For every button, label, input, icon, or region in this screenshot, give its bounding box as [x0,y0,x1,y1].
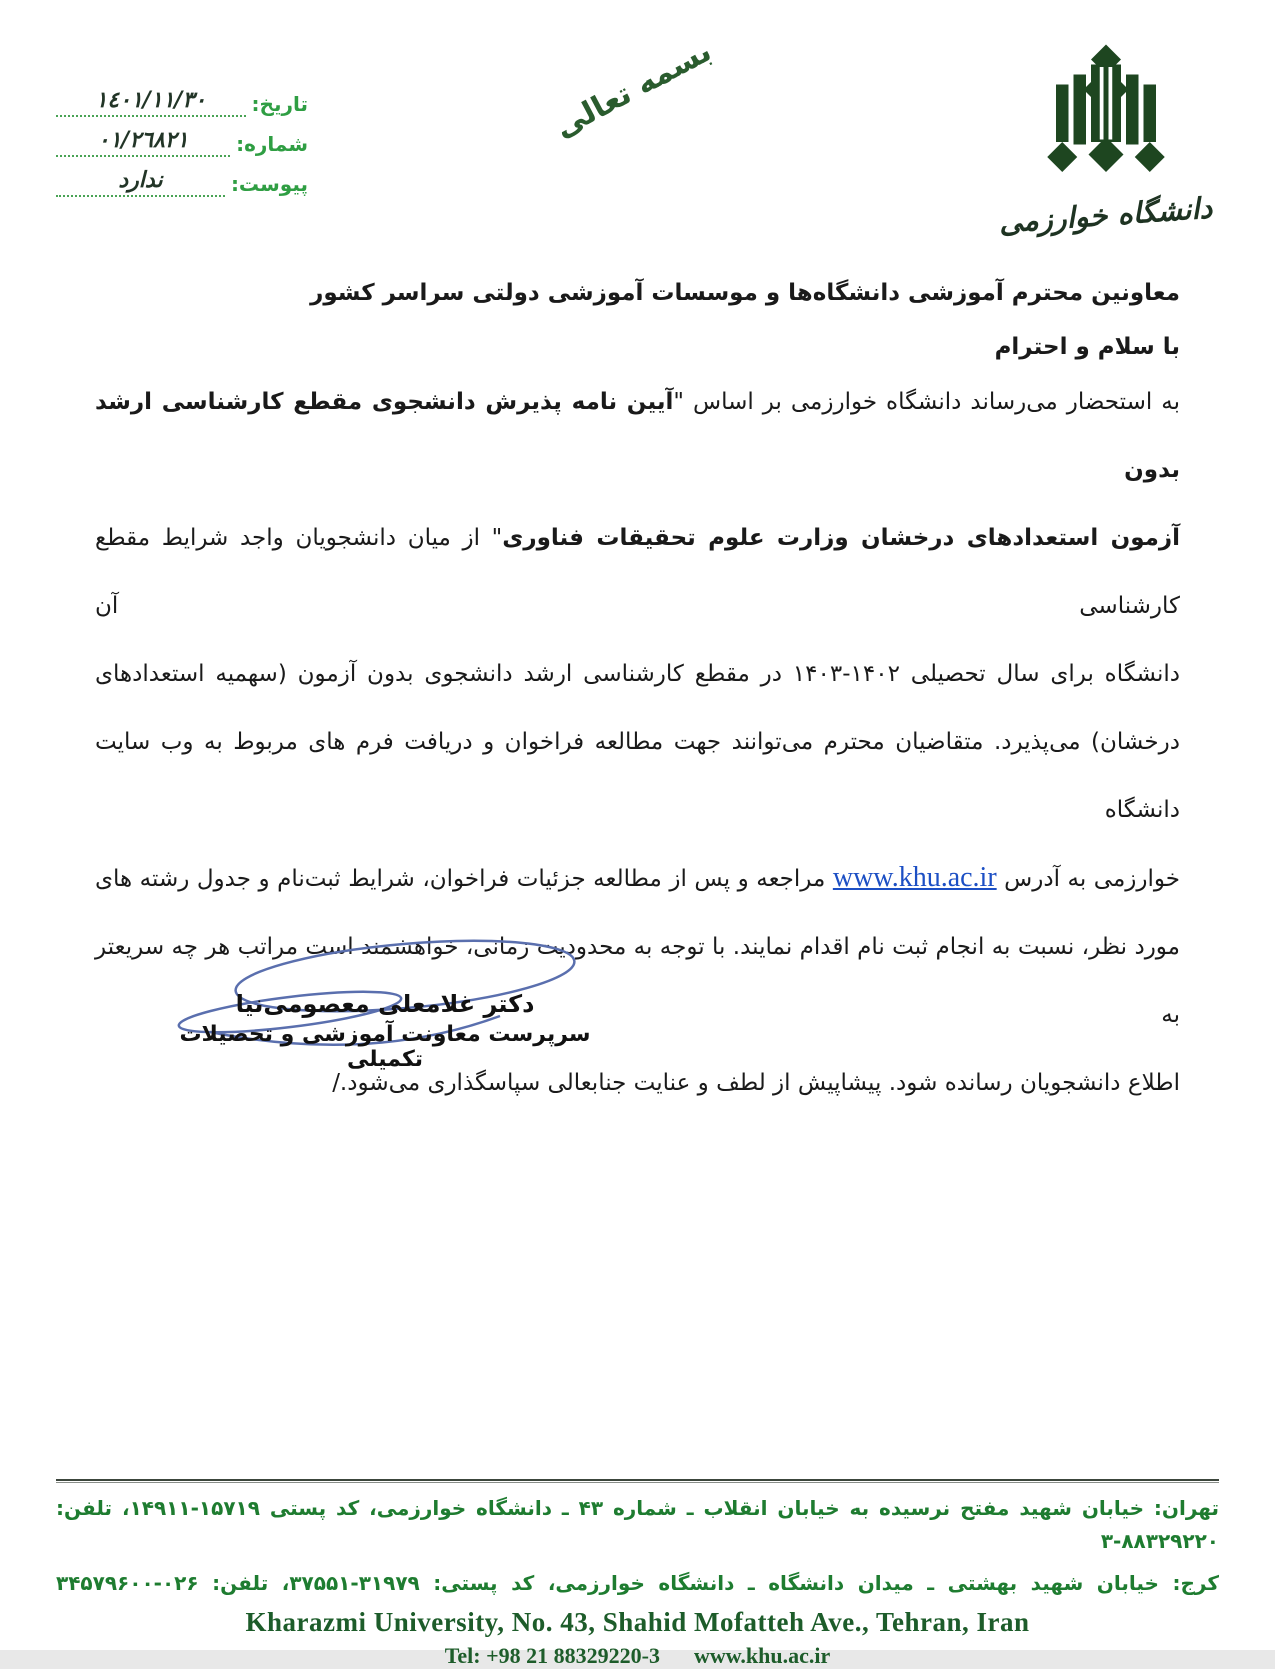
letterhead-meta [56,88,308,208]
date-row [56,88,308,117]
signature-name: دکتر غلامعلی معصومی‌نیا [235,990,535,1018]
salutation-line: با سلام و احترام [994,334,1180,360]
footer-tel-en: Tel: +98 21 88329220-3 [444,1643,660,1668]
logo-wordmark: دانشگاه خوارزمی [997,190,1214,240]
footer-web-en: www.khu.ac.ir [693,1643,831,1668]
footer-english-address: Kharazmi University, No. 43, Shahid Mofatteh Ave., Tehran, Iran [245,1607,1030,1637]
body-text: درخشان) می‌پذیرد. متقاضیان محترم می‌توانند جهت مطالعه فراخوان و دریافت فرم های مربوط به وب سایت دانشگاه [95,729,1180,823]
number-label: شماره: [236,132,308,156]
footer-english-contact [56,1643,1219,1669]
body-text-bold: آیین نامه پذیرش دانشجوی مقطع کارشناسی ارشد بدون [95,389,1180,483]
attachment-label: پیوست: [230,172,308,196]
body-text: مورد نظر، نسبت به انجام ثبت نام اقدام نمایند. با توجه به محدودیت زمانی، خواهشمند است مراتب هر چه سریعتر به [95,934,1180,1028]
attachment-value: ندارد [56,168,225,197]
khu-website-link[interactable]: www.khu.ac.ir [832,862,997,893]
footer-tehran-address: تهران: خیابان شهید مفتح نرسیده به خیابان انقلاب ـ شماره ۴۳ ـ دانشگاه خوارزمی، کد پستی ۱۵۷۱۹-۱۴۹۱۱، تلفن: ۸۸۳۲۹۲۲۰-۳ [56,1496,1219,1553]
university-logo-block [997,42,1214,240]
bismillah-calligraphy: بسمه تعالی [549,33,717,145]
footer-karaj-address: کرج: خیابان شهید بهشتی ـ میدان دانشگاه ـ دانشگاه خوارزمی، کد پستی: ۳۱۹۷۹-۳۷۵۵۱، تلفن: ۰۲۶-۳۴۵۷۹۶۰۰ [56,1571,1219,1595]
body-text: " از میان دانشجویان واجد شرایط مقطع کارشناسی آن [95,525,1180,619]
footer-block [56,1479,1219,1669]
body-text: به استحضار می‌رساند دانشگاه خوارزمی بر اساس " [673,389,1180,415]
body-text: دانشگاه برای سال تحصیلی ۱۴۰۲-۱۴۰۳ در مقطع کارشناسی ارشد دانشجوی بدون آزمون (سهمیه استعدادهای [95,661,1180,687]
body-line-1 [95,368,1180,504]
number-value: ٠١/٢٦٨٢١ [56,128,230,157]
body-line-5 [95,844,1180,913]
number-row [56,128,308,157]
body-line-2 [95,504,1180,640]
addressee-line: معاونین محترم آموزشی دانشگاه‌ها و موسسات آموزشی دولتی سراسر کشور [310,280,1180,306]
university-logo-icon [1031,42,1181,192]
footer-divider [56,1479,1219,1483]
attachment-row [56,168,308,197]
body-line-3 [95,640,1180,708]
body-line-4 [95,708,1180,844]
body-text: اطلاع دانشجویان رسانده شود. پیشاپیش از لطف و عنایت جنابعالی سپاسگذاری می‌شود./ [332,1070,1180,1096]
body-text: خوارزمی به آدرس [996,866,1180,892]
signature-title: سرپرست معاونت آموزشی و تحصیلات تکمیلی [179,1022,591,1072]
body-text-bold: آزمون استعدادهای درخشان وزارت علوم تحقیقات فناوری [502,525,1180,551]
body-text: مراجعه و پس از مطالعه جزئیات فراخوان، شرایط ثبت‌نام و جدول رشته های [95,866,833,892]
date-value: ١٤٠١/١١/٣٠ [56,88,246,117]
date-label: تاریخ: [251,92,308,116]
signature-block [170,936,600,1072]
